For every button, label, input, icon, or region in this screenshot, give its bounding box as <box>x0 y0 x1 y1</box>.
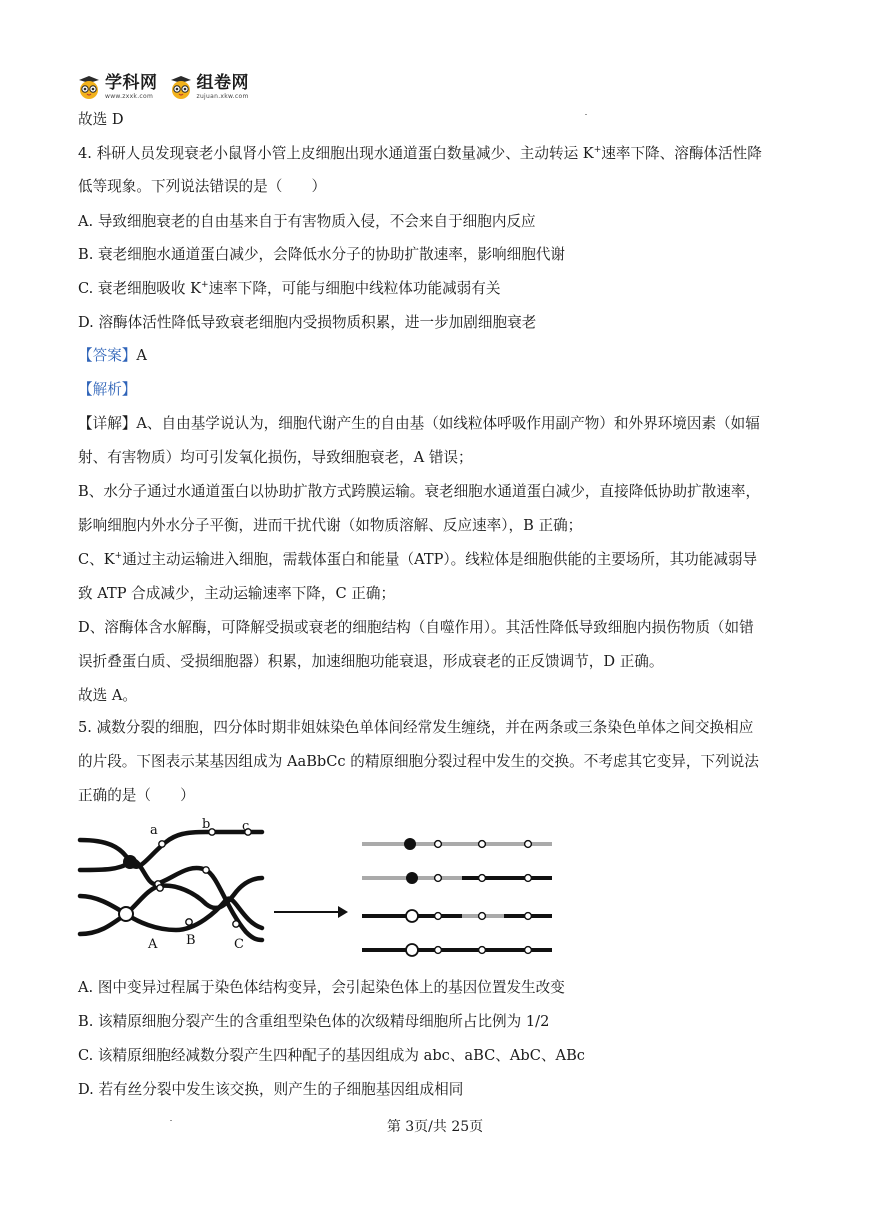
result-chromatid-1 <box>362 838 552 850</box>
logo2-url: zujuan.xkw.com <box>196 92 249 100</box>
q5-stem-line1: 5. 减数分裂的细胞，四分体时期非姐妹染色单体间经常发生缠绕，并在两条或三条染色单体之间交换相应 <box>78 719 754 736</box>
superscript-plus: + <box>114 551 123 561</box>
zujuan-logo <box>168 74 250 100</box>
detail-text: A、自由基学说认为，细胞代谢产生的自由基（如线粒体呼吸作用副产物）和外界环境因素（如辐 <box>136 415 760 432</box>
detail-tag: 【详解】 <box>78 415 137 432</box>
q4-answer <box>78 346 147 366</box>
q4-detail-line4: 影响细胞内外水分子平衡，进而干扰代谢（如物质溶解、反应速率），B 正确； <box>78 517 583 534</box>
q4-detail-line5 <box>78 550 757 570</box>
stray-dot <box>585 114 587 115</box>
arrow-icon <box>274 906 348 918</box>
superscript-plus: + <box>201 280 209 290</box>
answer-tag: 【答案】 <box>78 347 137 364</box>
logo2-name: 组卷网 <box>196 72 249 93</box>
q4-detail-line7: D、溶酶体含水解酶，可降解受损或衰老的细胞结构（自噬作用）。其活性降低导致细胞内损伤物质（如错 <box>78 619 754 636</box>
prev-answer: 故选 D <box>78 111 124 128</box>
page-number: 第 3页/共 25页 <box>386 1119 484 1135</box>
q4-option-c-text-cont: 速率下降，可能与细胞中线粒体功能减弱有关 <box>208 280 501 297</box>
q4-detail-line1 <box>78 414 760 434</box>
owl-mascot-icon <box>76 74 102 100</box>
q4-option-b: B. 衰老细胞水通道蛋白减少，会降低水分子的协助扩散速率，影响细胞代谢 <box>78 246 566 263</box>
q4-stem-line1 <box>78 144 762 164</box>
detail-text-cont: 通过主动运输进入细胞，需载体蛋白和能量（ATP）。线粒体是细胞供能的主要场所，其功能减弱导 <box>122 551 758 568</box>
chromatid-1 <box>80 832 262 867</box>
q4-detail-line8: 误折叠蛋白质、受损细胞器）积累，加速细胞功能衰退，形成衰老的正反馈调节，D 正确。 <box>78 653 664 670</box>
label-B: B <box>186 933 196 948</box>
label-c: c <box>242 819 250 834</box>
label-C: C <box>234 937 244 952</box>
result-chromatid-3 <box>362 910 552 922</box>
q4-detail-line6: 致 ATP 合成减少，主动运输速率下降，C 正确； <box>78 585 396 602</box>
q4-stem-line2: 低等现象。下列说法错误的是（ ） <box>78 178 327 195</box>
label-b: b <box>202 817 211 832</box>
logo1-name: 学科网 <box>105 72 158 93</box>
analysis-tag: 【解析】 <box>78 381 137 398</box>
q4-conclusion: 故选 A。 <box>78 687 137 704</box>
q5-option-c: C. 该精原细胞经减数分裂产生四种配子的基因组成为 abc、aBC、AbC、ABc <box>78 1047 585 1064</box>
q5-option-b: B. 该精原细胞分裂产生的含重组型染色体的次级精母细胞所占比例为 1/2 <box>78 1013 550 1030</box>
header-logo <box>76 72 259 102</box>
label-a: a <box>150 823 158 838</box>
q4-detail-line3: B、水分子通过水通道蛋白以协助扩散方式跨膜运输。衰老细胞水通道蛋白减少，直接降低协助扩散速率， <box>78 483 761 500</box>
q5-option-d: D. 若有丝分裂中发生该交换，则产生的子细胞基因组成相同 <box>78 1081 464 1098</box>
q4-detail-line2: 射、有害物质）均可引发氧化损伤，导致细胞衰老，A 错误； <box>78 449 473 466</box>
q5-stem-line3: 正确的是（ ） <box>78 787 195 804</box>
answer-value: A <box>136 347 147 364</box>
q4-option-d: D. 溶酶体活性降低导致衰老细胞内受损物质积累，进一步加剧细胞衰老 <box>78 314 537 331</box>
q4-option-c-text: C. 衰老细胞吸收 K <box>78 280 202 297</box>
q5-option-a: A. 图中变异过程属于染色体结构变异，会引起染色体上的基因位置发生改变 <box>78 979 565 996</box>
centromere-black <box>123 855 137 869</box>
q4-analysis-tag <box>78 380 136 400</box>
q4-stem-text-cont: 速率下降、溶酶体活性降 <box>601 145 762 162</box>
centromere-white <box>119 907 133 921</box>
zxxk-logo <box>76 74 158 100</box>
superscript-plus: + <box>593 145 602 155</box>
result-chromatid-2 <box>362 872 552 884</box>
q4-option-c <box>78 279 500 299</box>
logo1-url: www.zxxk.com <box>105 92 154 100</box>
label-A: A <box>148 937 158 952</box>
detail-text: C、K <box>78 551 115 568</box>
result-chromatid-4 <box>362 944 552 956</box>
q4-option-a: A. 导致细胞衰老的自由基来自于有害物质入侵，不会来自于细胞内反应 <box>78 213 536 230</box>
owl-mascot-icon <box>168 74 194 100</box>
crossover-diagram <box>76 812 576 964</box>
q5-stem-line2: 的片段。下图表示某基因组成为 AaBbCc 的精原细胞分裂过程中发生的交换。不考虑其它变异，下列说法 <box>78 753 759 770</box>
q4-stem-text: 4. 科研人员发现衰老小鼠肾小管上皮细胞出现水通道蛋白数量减少、主动转运 K <box>78 145 594 162</box>
